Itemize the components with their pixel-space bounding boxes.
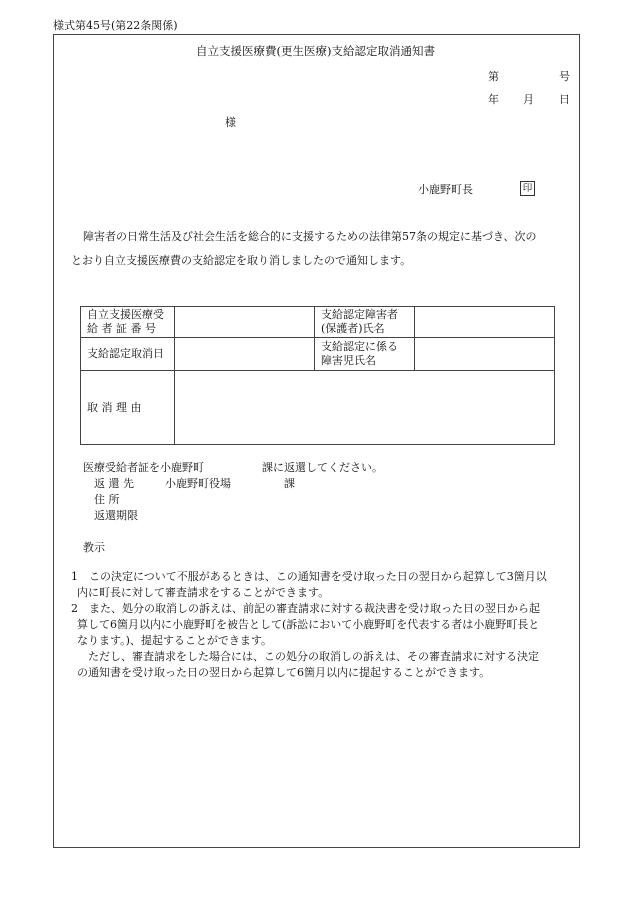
value-cancel-date[interactable] <box>175 338 315 371</box>
date-day: 日 <box>559 93 570 106</box>
form-number: 様式第45号(第22条関係) <box>53 19 178 32</box>
issuer-name: 小鹿野町長 <box>418 183 473 196</box>
return-dest-section: 課 <box>284 477 295 490</box>
info-table <box>80 306 555 445</box>
label-certified-person: 支給認定障害者 (保護者)氏名 <box>315 307 415 338</box>
value-child-name[interactable] <box>415 338 555 371</box>
document-title: 自立支援医療費(更生医療)支給認定取消通知書 <box>196 44 435 58</box>
return-deadline-label: 返還期限 <box>94 509 138 522</box>
seal-mark: 印 <box>520 181 535 196</box>
return-dest-value: 小鹿野町役場 <box>165 477 231 490</box>
instruction-line-2: 内に町長に対して審査請求をすることができます。 <box>77 586 330 599</box>
value-recipient-number[interactable] <box>175 307 315 338</box>
date-month: 月 <box>523 93 534 106</box>
table-row <box>81 371 555 445</box>
label-cancel-date: 支給認定取消日 <box>81 338 175 371</box>
label-recipient-number: 自立支援医療受 給 者 証 番 号 <box>81 307 175 338</box>
instruction-line-7: の通知書を受け取った日の翌日から起算して6箇月以内に提起することができます。 <box>77 666 491 679</box>
body-line-2: とおり自立支援医療費の支給認定を取り消しましたので通知します。 <box>71 254 412 267</box>
addressee-suffix: 様 <box>225 116 236 129</box>
doc-number-suffix: 号 <box>559 70 570 83</box>
instruction-line-1: 1 この決定について不服があるときは、この通知書を受け取った日の翌日から起算して3箇月以 <box>71 570 547 583</box>
return-address-label: 住 所 <box>94 493 120 506</box>
table-row <box>81 307 555 338</box>
label-cancel-reason: 取 消 理 由 <box>81 371 175 445</box>
return-line-1b: 課に返還してください。 <box>262 461 383 474</box>
value-certified-person[interactable] <box>415 307 555 338</box>
body-line-1: 障害者の日常生活及び社会生活を総合的に支援するための法律第57条の規定に基づき、次の <box>83 230 537 243</box>
return-dest-label: 返 還 先 <box>94 477 134 490</box>
date-year: 年 <box>488 93 499 106</box>
doc-number-prefix: 第 <box>488 70 499 83</box>
return-line-1a: 医療受給者証を小鹿野町 <box>83 461 204 474</box>
value-cancel-reason[interactable] <box>175 371 555 445</box>
instruction-line-3: 2 また、処分の取消しの訴えは、前記の審査請求に対する裁決書を受け取った日の翌日から起 <box>71 602 540 615</box>
instruction-heading: 教示 <box>83 541 105 554</box>
instruction-line-5: なります。)、提起することができます。 <box>77 634 273 647</box>
instruction-line-6: ただし、審査請求をした場合には、この処分の取消しの訴えは、その審査請求に対する決定 <box>88 650 539 663</box>
instruction-line-4: 算して6箇月以内に小鹿野町を被告として(訴訟において小鹿野町を代表する者は小鹿野町長と <box>77 618 540 631</box>
label-child-name: 支給認定に係る 障害児氏名 <box>315 338 415 371</box>
table-row <box>81 338 555 371</box>
